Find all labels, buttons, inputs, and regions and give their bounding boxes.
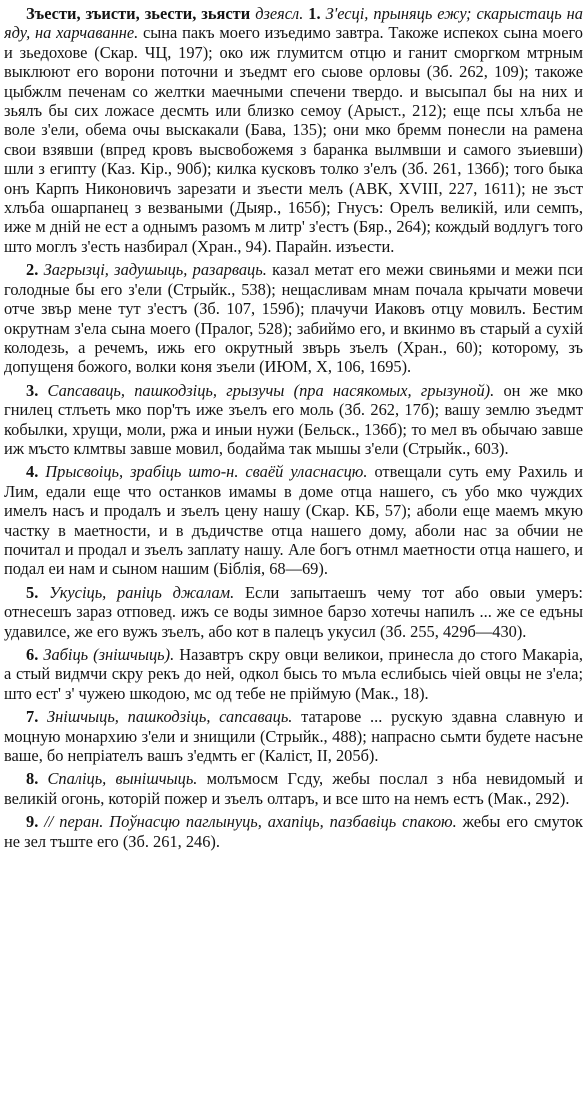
- dictionary-page: [4, 4, 583, 1114]
- entry-6: [4, 645, 583, 703]
- sense-number: 7.: [26, 707, 39, 727]
- sense-citations: он же мко гнилец стлъеть мко пор'тъ иже зъелъ его моль (Зб. 262, 17б); вашу землю зъедмт кобылки, хрущи, моли, ржа и иныи нужи (Бельск., 136б); то мел въ обычаю завше иж мъсто клмтвы завше мовил, бодайма так мышы з'ели (Стрыйк., 603).: [4, 380, 583, 458]
- sense-number: 9.: [26, 812, 39, 832]
- sense-gloss: Загрызці, задушыць, разарваць.: [43, 260, 267, 280]
- sense-citations: молъмосм Гсду, жебы послал з нба невидомый и великій огонь, которій пожер и зъелъ олтаръ, и все што на немъ естъ (Мак., 292).: [4, 769, 583, 808]
- sense-number: 3.: [26, 380, 39, 400]
- sense-citations: жебы его смуток не зел тъште его (Зб. 261, 246).: [4, 812, 583, 851]
- sense-gloss: Укусіць, раніць джалам.: [49, 582, 235, 602]
- sense-number: 6.: [26, 645, 39, 664]
- headword: Зъести, зъисти, зьести, зьясти: [26, 4, 251, 23]
- sense-number: 2.: [26, 260, 39, 280]
- entry-3: [4, 381, 583, 459]
- entry-7: [4, 707, 583, 765]
- entry-9: [4, 812, 583, 851]
- sense-citations: татарове ... рускую здавна славную и моцную монархию з'ели и знищили (Стрыйк., 488); напрасно сьмти будете насъне ваше, бо непріателъ вашъ з'едмть ег (Каліст, II, 205б).: [4, 707, 583, 766]
- sense-gloss: Прысвоіць, зрабіць што-н. сваёй уласнасцю.: [45, 462, 368, 482]
- sense-gloss: Спаліць, вынішчыць.: [47, 769, 198, 789]
- sense-citations: Назавтръ скру овци великои, принесла до стого Макаріа, а стый видмчи скру рекъ до ней, одкол бысь то мъла еслибысь чіей овцы не з'ела; што ест' з' чужею шкодою, мс од тебе не пріймую (Мак., 18).: [4, 645, 583, 703]
- sense-citations: Если запытаешъ чему тот або овыи умеръ: отнесешъ зараз отповед. ижъ се воды зимное барзо хотечы напилъ ... же се едъны удавилсе, же его вужъ зъелъ, або кот в палецъ укусил (Зб. 255, 429б—430).: [4, 582, 583, 641]
- sense-citations: отвещали суть ему Рахиль и Лим, едали еще что останков имамы в доме отца нашего, съ убо мко чуждих имелъ насъ и продалъ и зъелъ цену нашу (Скар. КБ, 57); аболи еще маемъ мкую частку в маетности, и в дъдичстве отца нашего дому, аболи нас за обчии не почитал и продал и зъелъ заплату нашу. Але богъ отнмл маетности отца нашего, и подал еи нам и сыном нашим (Біблія, 68—69).: [4, 462, 583, 579]
- entry-2: [4, 260, 583, 376]
- sense-gloss: // перан. Поўнасцю паглынуць, ахапіць, пазбавіць спакою.: [44, 812, 457, 832]
- sense-number: 5.: [26, 582, 39, 602]
- entry-8: [4, 769, 583, 808]
- sense-number: 1.: [308, 4, 321, 23]
- entry-5: [4, 583, 583, 641]
- entry-1: [4, 4, 583, 256]
- sense-gloss: Знішчыць, пашкодзіць, сапсаваць.: [47, 707, 293, 727]
- sense-gloss: З'есці, прыняць ежу; скарыстаць на яду, на харчаванне.: [4, 4, 583, 43]
- sense-gloss: Забіць (знішчыць).: [43, 645, 175, 664]
- sense-citations: сына пакъ моего изъедимо завтра. Такоже испекох сына моего и зьедохове (Скар. ЧЦ, 197); око иж глумитсм отцю и ганит смоpгком мтрным выклюют его ворони поточни и зъедмт его сыове орловы (Зб. 262, 109); такоже цыбжлм печенам со желтки маечными спечени твердо. и высыпал бы на них и зьялъ бы сих ложасе десмть или близко семоу (Арыст., 212); еще псы хлъба не воле з'ели, обема очы выскакали (Бава, 135); они мко бремм понесли на рамена свои взявши (впред кровъ высвобожемя з баранка вылмвши и самого зъиевши) шли з египту (Каз. Кір., 90б); килка кусковъ толко з'елъ (Зб. 261, 136б); того быка онъ Карпъ Никоновичъ зарезати и зъести мелъ (АВК, XVIII, 227, 1611); не зъст хлъба ошарпанец з везваными (Дыяр., 165б); Гнусъ: Орелъ великій, или семпъ, иже м днiй не ест а однымъ разомъ м литр' з'естъ (Бяр., 264); кождый водлугъ того што моглъ з'есть назбирал (Хран., 94). Парайн. изъести.: [4, 23, 583, 256]
- sense-gloss: Сапсаваць, пашкодзіць, грызучы (пра насякомых, грызуной).: [47, 380, 495, 400]
- sense-number: 8.: [26, 769, 39, 789]
- sense-citations: казал метат его межи свиньями и межи пси голодные бы его з'ели (Стрыйк., 538); нещасливам мнам почала крычати мовечи отче звър мене тут з'естъ (Зб. 107, 159б); плачучи Иаковъ отцу мовилъ. Бестим окрутнам з'ела сына моего (Пралог, 528); забиймо его, и вкинмо въ старый а сухій колодезь, а речемъ, ижь его окрутный звърь зъелъ (Хран., 60); которому, зъ допущеня божого, волки коня зъели (ИЮМ, X, 106, 1695).: [4, 260, 583, 377]
- sense-number: 4.: [26, 462, 39, 482]
- entry-4: [4, 462, 583, 578]
- pos-label: дзеясл.: [255, 4, 304, 23]
